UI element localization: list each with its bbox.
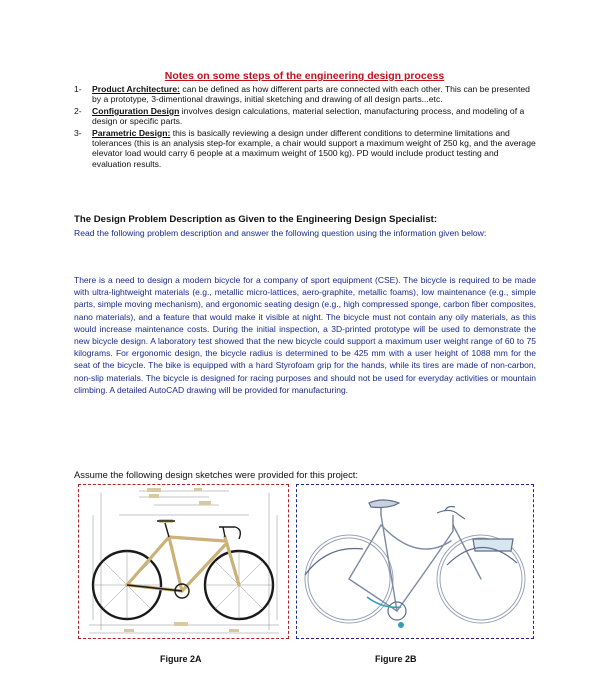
figure-2a-caption: Figure 2A [160,654,202,664]
note-term: Configuration Design [92,105,180,116]
dimension-lines [89,491,279,633]
bike-parts [127,521,240,598]
notes-list [74,84,536,170]
note-term: Parametric Design: [92,127,171,138]
note-number: 2- [74,105,82,116]
note-term: Product Architecture: [92,84,181,94]
note-number: 1- [74,84,82,94]
bike-frame [349,515,481,611]
bike-parts [305,500,517,620]
figure-2b-caption: Figure 2B [375,654,417,664]
note-number: 3- [74,127,82,138]
figure-2b [296,484,534,639]
instruction-text: Read the following problem description and answer the following question using the information given below: [74,228,487,238]
figure-2a-drawing [79,485,288,638]
figure-2b-drawing [297,485,533,638]
bike-frame [127,537,239,591]
note-text: involves design calculations, material selection, manufacturing process, and modeling of a design or specific parts. [92,105,525,127]
note-item [74,106,536,127]
pedal-icon [398,622,404,628]
notes-title: Notes on some steps of the engineering design process [164,70,445,82]
note-text: this is basically reviewing a design under different conditions to determine limitations and tolerances (this is an analysis step-for example, a chair would support a maximum weight of 250 kg, and the average elevator load would carry 6 people at a maximum weight of 1500 kg). PD would include product testing and evaluation results. [92,127,536,169]
note-item [74,84,536,105]
assume-text: Assume the following design sketches were provided for this project: [74,469,358,480]
dimension-marks [124,488,239,632]
figure-2a [78,484,289,639]
note-text: can be defined as how different parts are connected with each other. This can be presented by a prototype, 3-dimentional drawings, initial sketching and drawing of all design parts...etc. [92,84,530,105]
problem-title: The Design Problem Description as Given to the Engineering Design Specialist: [74,214,438,225]
note-item [74,128,536,170]
problem-description: There is a need to design a modern bicycle for a company of sport equipment (CSE). The bicycle is required to be made with ultra-lightweight materials (e.g., metallic micro-lattices, aero-graphite, metallic foams), low maintenance (e.g., simple parts, simple moving mechanism), and ergonomic seating design (e.g., high compressed sponge, carbon fiber composites, nano materials), and a feature that would make it visible at night. The bicycle must not contain any oily materials, as this would increase maintenance costs. During the initial inspection, a 3D-printed prototype will be used to demonstrate the new bicycle design. A laboratory test showed that the new bicycle could support a maximum user weight range of 60 to 75 kilograms. For ergonomic design, the bicycle radius is determined to be 425 mm with a user height of 1088 mm for the seat of the bicycle. The bike is equipped with a hard Styrofoam grip for the hands, while its tires are made of non-carbon, non-slip materials. The bicycle is designed for racing purposes and should not be used for everyday activities or mountain climbing. A detailed AutoCAD drawing will be provided for manufacturing. [74,275,536,395]
spokes [93,551,273,619]
